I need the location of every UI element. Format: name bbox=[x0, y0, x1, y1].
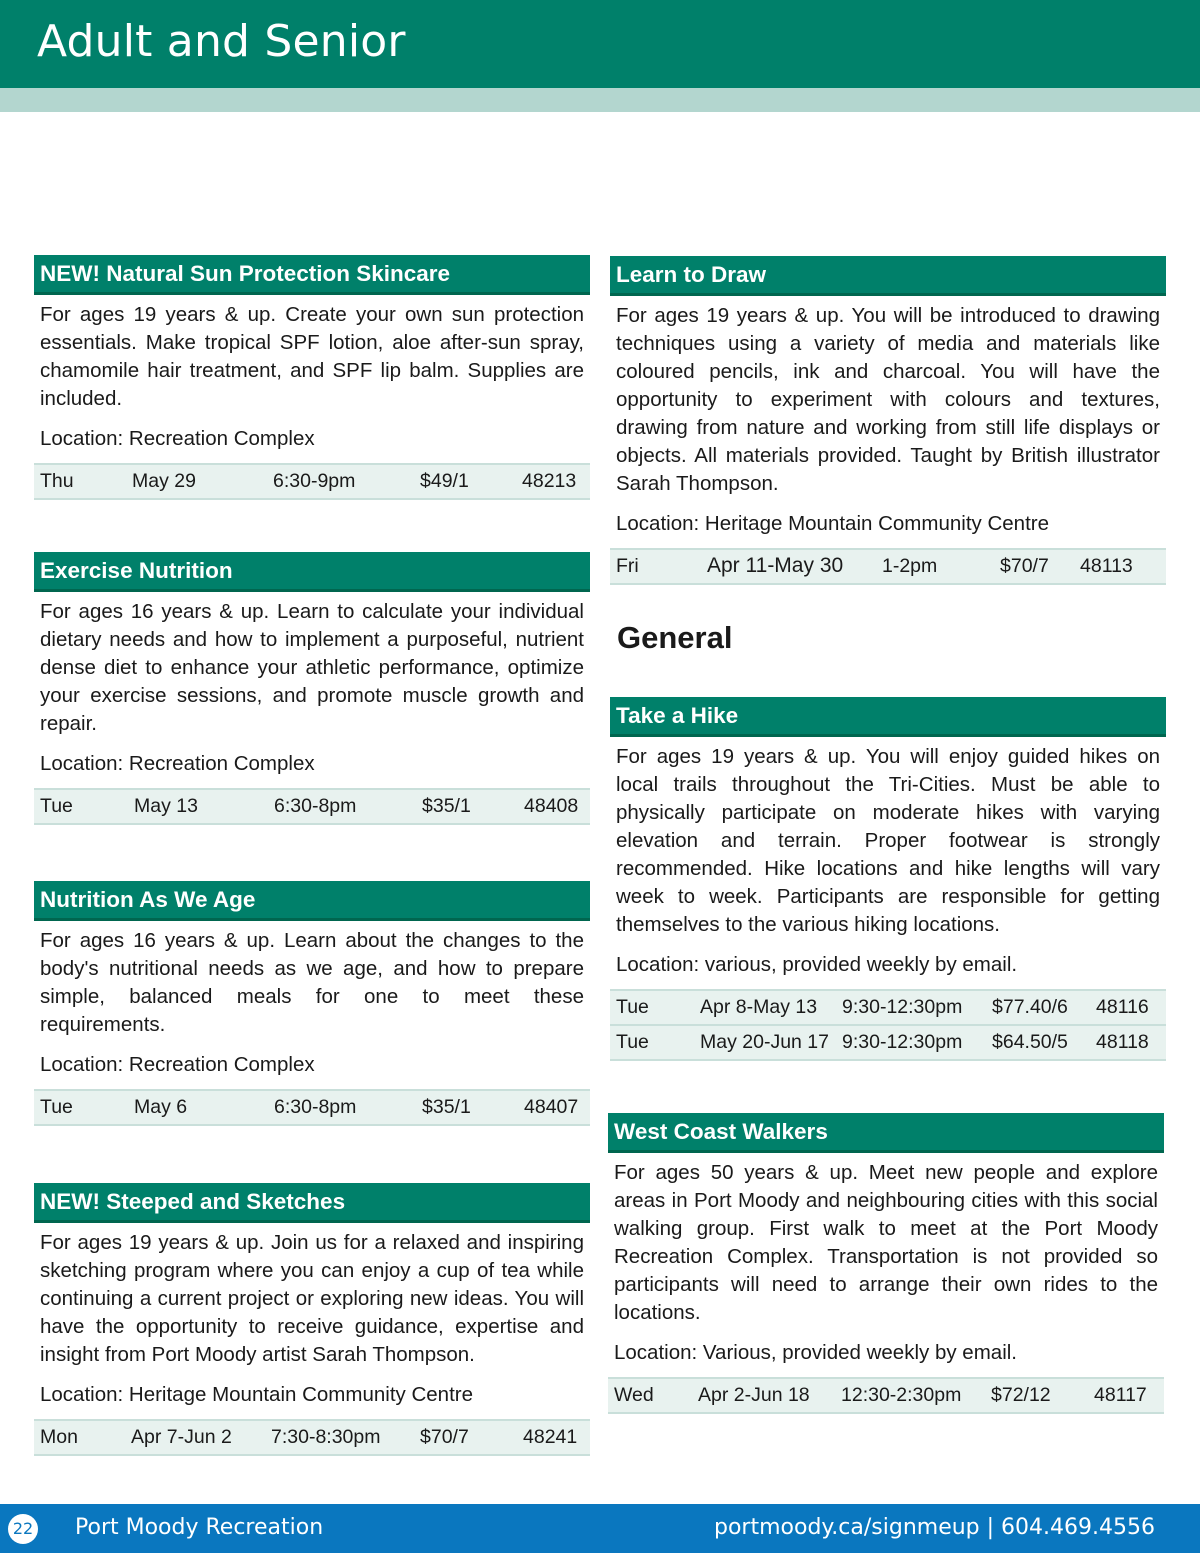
page-footer bbox=[0, 1504, 1200, 1553]
program-location: Location: Recreation Complex bbox=[40, 427, 315, 450]
session-fee: $72/12 bbox=[991, 1384, 1051, 1406]
program-title: NEW! Steeped and Sketches bbox=[34, 1183, 590, 1223]
session-time: 6:30-9pm bbox=[273, 470, 356, 492]
session-date: Apr 11-May 30 bbox=[707, 554, 844, 577]
page-number: 22 bbox=[8, 1514, 38, 1544]
session-day: Tue bbox=[40, 795, 73, 817]
session-code: 48408 bbox=[524, 795, 579, 817]
program-sun-protection bbox=[34, 255, 590, 500]
footer-contact: portmoody.ca/signmeup | 604.469.4556 bbox=[714, 1515, 1155, 1540]
program-take-a-hike bbox=[610, 697, 1166, 1061]
session-day: Tue bbox=[40, 1096, 73, 1118]
session-date: May 29 bbox=[132, 470, 196, 492]
program-description: For ages 19 years & up. You will be introduced to drawing techniques using a variety of media and materials like coloured pencils, ink and charcoal. You will have the opportunity to experiment with colours and textures, drawing from nature and working from still life displays or objects. All materials provided. Taught by British illustrator Sarah Thompson. bbox=[616, 304, 1160, 495]
session-fee: $70/7 bbox=[420, 1426, 469, 1448]
session-day: Wed bbox=[614, 1384, 654, 1406]
session-time: 6:30-8pm bbox=[274, 1096, 357, 1118]
session-code: 48113 bbox=[1080, 555, 1133, 577]
session-time: 9:30-12:30pm bbox=[842, 996, 963, 1018]
session-date: Apr 2-Jun 18 bbox=[698, 1384, 810, 1406]
session-code: 48118 bbox=[1096, 1031, 1149, 1053]
program-learn-to-draw bbox=[610, 256, 1166, 585]
session-time: 1-2pm bbox=[882, 555, 938, 577]
session-time: 7:30-8:30pm bbox=[271, 1426, 381, 1448]
session-day: Mon bbox=[40, 1426, 78, 1448]
program-description: For ages 16 years & up. Learn about the changes to the body's nutritional needs as we age, and how to prepare simple, balanced meals for one to meet these requirements. bbox=[40, 929, 584, 1036]
program-steeped-and-sketches bbox=[34, 1183, 590, 1456]
session-day: Tue bbox=[616, 1031, 649, 1053]
program-description: For ages 16 years & up. Learn to calculate your individual dietary needs and how to implement a purposeful, nutrient dense diet to enhance your athletic performance, optimize your exercise sessions, and promote muscle growth and repair. bbox=[40, 600, 584, 735]
session-date: May 6 bbox=[134, 1096, 188, 1118]
program-description: For ages 19 years & up. Join us for a relaxed and inspiring sketching program where you can enjoy a cup of tea while continuing a current project or exploring new ideas. You will have the opportunity to receive guidance, expertise and insight from Port Moody artist Sarah Thompson. bbox=[40, 1231, 584, 1366]
session-fee: $35/1 bbox=[422, 795, 471, 817]
program-location: Location: Heritage Mountain Community Centre bbox=[40, 1383, 473, 1406]
footer-org-name: Port Moody Recreation bbox=[75, 1515, 324, 1540]
session-date: May 20-Jun 17 bbox=[700, 1031, 829, 1053]
schedule-table bbox=[34, 1089, 590, 1126]
schedule-table bbox=[608, 1377, 1164, 1414]
session-day: Thu bbox=[40, 470, 74, 492]
schedule-row bbox=[34, 1421, 590, 1456]
program-location: Location: Heritage Mountain Community Centre bbox=[616, 512, 1049, 535]
schedule-table bbox=[610, 989, 1166, 1061]
session-code: 48241 bbox=[523, 1426, 578, 1448]
section-heading-general: General bbox=[617, 620, 733, 655]
program-location: Location: Various, provided weekly by email. bbox=[614, 1341, 1017, 1364]
session-code: 48213 bbox=[522, 470, 577, 492]
session-day: Tue bbox=[616, 996, 649, 1018]
program-description: For ages 19 years & up. You will enjoy guided hikes on local trails throughout the Tri-Cities. Must be able to physically participate on moderate hikes with varying elevation and terrain. Proper footwear is strongly recommended. Hike locations and hike lengths will vary week to week. Participants are responsible for getting themselves to the various hiking locations. bbox=[616, 745, 1160, 936]
session-time: 9:30-12:30pm bbox=[842, 1031, 963, 1053]
page-header bbox=[0, 0, 1200, 88]
program-nutrition-as-we-age bbox=[34, 881, 590, 1126]
program-west-coast-walkers bbox=[608, 1113, 1164, 1414]
session-fee: $77.40/6 bbox=[992, 996, 1068, 1018]
program-title: Exercise Nutrition bbox=[34, 552, 590, 592]
session-day: Fri bbox=[616, 555, 639, 577]
session-date: Apr 7-Jun 2 bbox=[131, 1426, 232, 1448]
session-fee: $49/1 bbox=[420, 470, 469, 492]
session-time: 12:30-2:30pm bbox=[841, 1384, 962, 1406]
schedule-row bbox=[610, 991, 1166, 1026]
session-fee: $35/1 bbox=[422, 1096, 471, 1118]
schedule-table bbox=[34, 788, 590, 825]
program-title: NEW! Natural Sun Protection Skincare bbox=[34, 255, 590, 295]
program-description: For ages 50 years & up. Meet new people and explore areas in Port Moody and neighbouring cities with this social walking group. First walk to meet at the Port Moody Recreation Complex. Transportation is not provided so participants will need to arrange their own rides to the locations. bbox=[614, 1161, 1158, 1324]
program-title: Take a Hike bbox=[610, 697, 1166, 737]
schedule-row bbox=[34, 1091, 590, 1126]
session-fee: $70/7 bbox=[1000, 555, 1049, 577]
program-title: Nutrition As We Age bbox=[34, 881, 590, 921]
schedule-table bbox=[610, 548, 1166, 585]
header-band bbox=[0, 88, 1200, 112]
session-code: 48117 bbox=[1094, 1384, 1147, 1406]
session-fee: $64.50/5 bbox=[992, 1031, 1068, 1053]
session-code: 48407 bbox=[524, 1096, 579, 1118]
program-title: West Coast Walkers bbox=[608, 1113, 1164, 1153]
program-location: Location: Recreation Complex bbox=[40, 752, 315, 775]
program-location: Location: various, provided weekly by email. bbox=[616, 953, 1018, 976]
program-title: Learn to Draw bbox=[610, 256, 1166, 296]
program-exercise-nutrition bbox=[34, 552, 590, 825]
schedule-row bbox=[610, 1026, 1166, 1061]
session-date: May 13 bbox=[134, 795, 198, 817]
schedule-row bbox=[34, 790, 590, 825]
session-date: Apr 8-May 13 bbox=[700, 996, 818, 1018]
schedule-row bbox=[34, 465, 590, 500]
schedule-row bbox=[610, 550, 1166, 585]
page-title: Adult and Senior bbox=[37, 16, 406, 67]
schedule-table bbox=[34, 1419, 590, 1456]
schedule-row bbox=[608, 1379, 1164, 1414]
session-time: 6:30-8pm bbox=[274, 795, 357, 817]
session-code: 48116 bbox=[1096, 996, 1149, 1018]
schedule-table bbox=[34, 463, 590, 500]
program-description: For ages 19 years & up. Create your own sun protection essentials. Make tropical SPF lotion, aloe after-sun spray, chamomile hair treatment, and SPF lip balm. Supplies are included. bbox=[40, 303, 584, 410]
program-location: Location: Recreation Complex bbox=[40, 1053, 315, 1076]
